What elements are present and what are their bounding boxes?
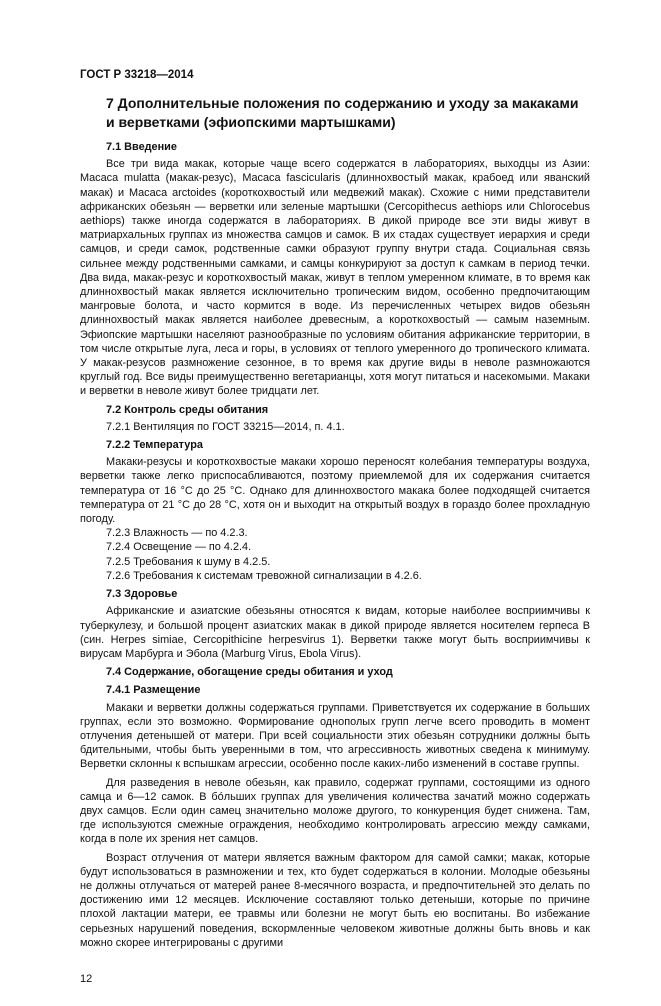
paragraph: Для разведения в неволе обезьян, как правило, содержат группами, состоящими из одного самца и 6—12 самок. В бо́льших группах для увеличения количества зачатий можно содержать двух самцов. Если один самец значительно моложе другого, то конкуренция будет снижена. Там, где используются смежные ограждения, необходимо контролировать агрессию между самками, когда в поле их зрения нет самцов.: [80, 776, 590, 846]
item-7-2-3: 7.2.3 Влажность — по 4.2.3.: [106, 527, 248, 540]
item-7-2-6: 7.2.6 Требования к системам тревожной сигнализации в 4.2.6.: [106, 569, 422, 582]
heading-7-2: 7.2 Контроль среды обитания: [106, 403, 269, 416]
item-7-2-1: 7.2.1 Вентиляция по ГОСТ 33215—2014, п. 4.1.: [106, 420, 345, 433]
heading-7-2-2: 7.2.2 Температура: [106, 439, 203, 452]
paragraph: Африканские и азиатские обезьяны относятся к видам, которые наиболее восприимчивы к туберкулезу, и большой процент азиатских макак в дикой природе является носителем герпеса В (син. Herpes simiae, Cercopithicine herpesvirus 1). Верветки также могут быть восприимчивы к вирусам Марбурга и Эбола (Marburg Virus, Ebola Virus).: [80, 605, 590, 660]
page-content: [80, 94, 590, 950]
item-7-2-4: 7.2.4 Освещение — по 4.2.4.: [106, 541, 252, 554]
section-title: 7 Дополнительные положения по содержанию и уходу за макаками и верветками (эфиопскими мартышками): [106, 95, 579, 130]
document-header: ГОСТ Р 33218—2014: [80, 69, 194, 81]
page-number: 12: [80, 972, 93, 985]
paragraph: Макаки и верветки должны содержаться группами. Приветствуется их содержание в больших группах, если это возможно. Формирование однополых групп легче всего проводить в момент отлучения детенышей от матери. При всей социальности этих обезьян сотрудники должны быть бдительными, чтобы быть уверенными в том, что агрессивность животных сведена к минимуму. Верветки склонны к вспышкам агрессии, особенно после каких-либо изменений в составе группы.: [80, 701, 590, 771]
heading-7-1: 7.1 Введение: [106, 141, 177, 153]
paragraph: Все три вида макак, которые чаще всего содержатся в лабораториях, выходцы из Азии: Macaca mulatta (макак-резус), Macaca fascicularis (длиннохвостый макак, крабоед или яванский макак) и Macaca arctoides (короткохвостый или медвежий макак). Схожие с ними представители африканских обезьян — верветки или зеленые мартышки (Cercopithecus aethiops или Chlorocebus aethiops) также иногда содержатся в лабораториях. В дикой природе все эти виды живут в матриархальных группах из множества самцов и самок. В их стадах существует иерархия и среди самцов, и среди самок, родственные самки образуют группу внутри стада. Социальная связь сильнее между родственными самками, и самцы конкурируют за доступ к самкам в период течки. Два вида, макак-резус и короткохвостый макак, живут в теплом умеренном климате, в то время как длиннохвостый макак является исключительно тропическим видом, особенно предпочитающим мангровые болота, и часто кормится в воде. Из перечисленных четырех видов обезьян длиннохвостый макак является наиболее древесным, а короткохвостый — самым наземным. Эфиопские мартышки населяют разнообразные по условиям обитания африканские территории, в том числе открытые луга, леса и горы, в условиях от теплого умеренного до тропического климата. У макак-резусов размножение сезонное, в то время как другие виды в неволе размножаются круглый год. Все виды преимущественно вегетарианцы, хотя могут питаться и насекомыми. Макаки и верветки в неволе живут более тридцати лет.: [80, 158, 590, 398]
heading-7-4: 7.4 Содержание, обогащение среды обитания и уход: [106, 666, 393, 679]
heading-7-3: 7.3 Здоровье: [106, 588, 178, 601]
paragraph: Макаки-резусы и короткохвостые макаки хорошо переносят колебания температуры воздуха, верветки также легко приспосабливаются, поэтому приемлемой для их содержания считается температура от 16 °С до 25 °С. Однако для длиннохвостого макака более подходящей считается температура от 21 °С до 28 °С, хотя он и выходит на открытый воздух в гораздо более прохладную погоду.: [80, 456, 590, 526]
item-7-2-5: 7.2.5 Требования к шуму в 4.2.5.: [106, 555, 271, 568]
heading-7-4-1: 7.4.1 Размещение: [106, 684, 201, 697]
paragraph: Возраст отлучения от матери является важным фактором для самой самки; макак, которые будут использоваться в размножении и тех, кто будет содержаться в колонии. Молодые обезьяны не должны отлучаться от матерей ранее 8-месячного возраста, и предпочтительней это делать по достижению ими 12 месяцев. Исключение составляют только детеныши, которые по причине плохой лактации матери, ее травмы или болезни не могут быть ею воспитаны. Во избежание серьезных нарушений поведения, вскормленные человеком животные должны быть вновь и как можно скорее интегрированы с другими: [80, 851, 590, 949]
